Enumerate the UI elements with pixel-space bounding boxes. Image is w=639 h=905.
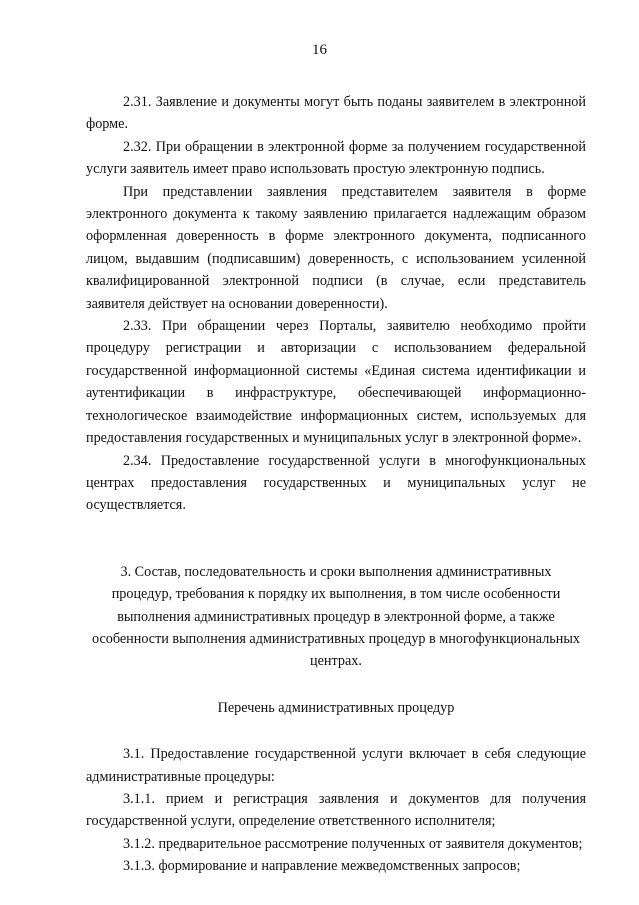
paragraph-2-31: 2.31. Заявление и документы могут быть поданы заявителем в электронной форме. xyxy=(86,94,586,133)
page-content xyxy=(86,91,586,878)
paragraph-3-1: 3.1. Предоставление государственной услуги включает в себя следующие административные процедуры: xyxy=(86,746,586,785)
page-number: 16 xyxy=(312,42,327,58)
spacer xyxy=(86,719,586,743)
paragraph-representative: При представлении заявления представителем заявителя в форме электронного документа к такому заявлению прилагается надлежащим образом оформленная доверенность в форме электронного документа, подписанного лицом, выдавшим (подписавшим) доверенность, с использованием усиленной квалифицированной электронной подписи (в случае, если представитель заявителя действует на основании доверенности). xyxy=(86,183,586,312)
paragraph-2-34: 2.34. Предоставление государственной услуги в многофункциональных центрах предоставления государственных и муниципальных услуг не осуществляется. xyxy=(86,452,586,514)
spacer xyxy=(86,673,586,697)
section-heading: 3. Состав, последовательность и сроки выполнения административных процедур, требования к порядку их выполнения, в том числе особенности выполнения административных процедур в электронной форме, а также особенности выполнения административных процедур в многофункциональных центрах. xyxy=(92,563,580,670)
paragraph-2-33: 2.33. При обращении через Порталы, заявителю необходимо пройти процедуру регистрации и авторизации с использованием федеральной государственной информационной системы «Единая система идентификации и аутентификации в инфраструктуре, обеспечивающей информационно-технологическое взаимодействие информационных систем, используемых для предоставления государственных и муниципальных услуг в электронной форме». xyxy=(86,318,586,447)
paragraph-3-1-2: 3.1.2. предварительное рассмотрение полученных от заявителя документов; xyxy=(123,835,583,852)
subheading: Перечень административных процедур xyxy=(217,699,455,716)
paragraph-3-1-1: 3.1.1. прием и регистрация заявления и документов для получения государственной услуги, определение ответственного исполнителя; xyxy=(86,790,586,830)
paragraph-2-32: 2.32. При обращении в электронной форме за получением государственной услуги заявитель имеет право использовать простую электронную подпись. xyxy=(86,138,586,178)
paragraph-3-1-3: 3.1.3. формирование и направление межведомственных запросов; xyxy=(123,858,521,875)
spacer xyxy=(86,517,586,561)
